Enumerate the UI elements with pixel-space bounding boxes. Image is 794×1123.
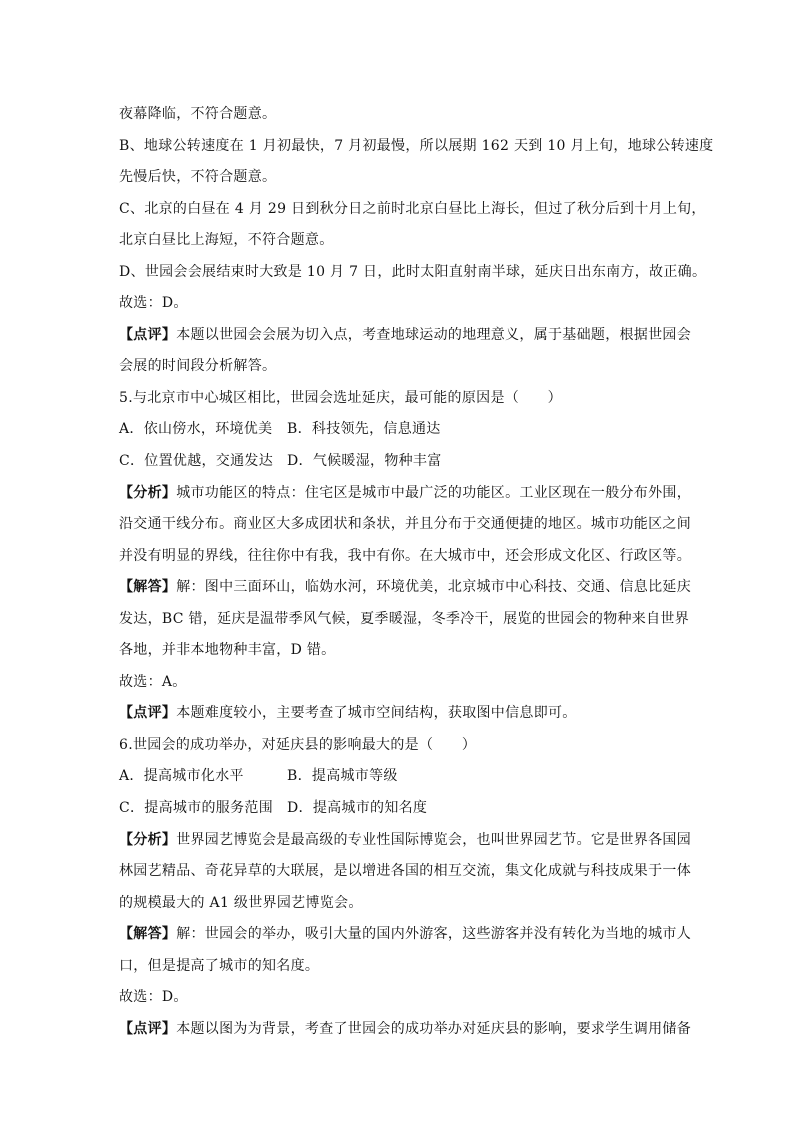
q5-options-row-1 xyxy=(119,414,679,446)
q6-comment xyxy=(119,1014,692,1046)
analysis-tag: 【分析】 xyxy=(119,831,177,848)
comment-text: 本题难度较小，主要考查了城市空间结构，获取图中信息即可。 xyxy=(176,705,577,722)
q5-option-d: D．气候暖湿，物种丰富 xyxy=(287,453,442,470)
q5-option-b: B．科技领先，信息通达 xyxy=(287,421,441,438)
q6-solution-continued: 口，但是提高了城市的知名度。 xyxy=(119,957,320,974)
q6-option-b: B．提高城市等级 xyxy=(287,768,398,785)
q6-solution xyxy=(119,919,692,951)
solution-text: 解：图中三面环山，临妫水河，环境优美，北京城市中心科技、交通、信息比延庆 xyxy=(176,579,692,596)
q4-comment xyxy=(119,320,692,352)
q6-options-row-2 xyxy=(119,793,679,825)
comment-tag: 【点评】 xyxy=(119,1020,177,1037)
q5-analysis xyxy=(119,478,692,510)
q4-text-line: 夜幕降临，不符合题意。 xyxy=(119,106,277,122)
q4-option-d-explanation: D、世园会会展结束时大致是 10 月 7 日，此时太阳直射南半球，延庆日出东南方，故正确。 xyxy=(119,263,707,280)
comment-tag: 【点评】 xyxy=(119,326,177,343)
analysis-text: 城市功能区的特点：住宅区是城市中最广泛的功能区。工业区现在一般分布外围， xyxy=(176,484,692,501)
solution-tag: 【解答】 xyxy=(119,579,177,596)
q5-analysis-continued: 并没有明显的界线，往往你中有我，我中有你。在大城市中，还会形成文化区、行政区等。 xyxy=(119,547,691,564)
q6-option-a: A．提高城市化水平 xyxy=(119,768,244,785)
document-body xyxy=(119,99,714,1045)
q6-option-c: C．提高城市的服务范围 xyxy=(119,800,274,817)
q5-analysis-continued: 沿交通干线分布。商业区大多成团状和条状，并且分布于交通便捷的地区。城市功能区之间 xyxy=(119,516,691,533)
q6-analysis-continued: 林园艺精品、奇花异草的大联展，是以增进各国的相互交流，集文化成就与科技成果于一体 xyxy=(119,863,691,880)
q5-comment xyxy=(119,698,679,730)
analysis-text: 世界园艺博览会是最高级的专业性国际博览会，也叫世界园艺节。它是世界各国园 xyxy=(176,831,692,848)
q5-answer: 故选：A。 xyxy=(119,673,187,690)
q5-option-c: C．位置优越，交通发达 xyxy=(119,453,274,470)
analysis-tag: 【分析】 xyxy=(119,484,177,501)
q6-analysis xyxy=(119,825,692,857)
solution-tag: 【解答】 xyxy=(119,926,177,943)
q5-options-row-2 xyxy=(119,446,679,478)
q6-answer: 故选：D。 xyxy=(119,989,188,1006)
q5-solution-continued: 发达，BC 错，延庆是温带季风气候，夏季暖湿，冬季冷干，展览的世园会的物种来自世界 xyxy=(119,610,690,627)
comment-text: 本题以世园会会展为切入点，考查地球运动的地理意义，属于基础题，根据世园会 xyxy=(176,326,692,343)
q4-text-line: 先慢后快，不符合题意。 xyxy=(119,169,277,186)
q4-option-b-explanation: B、地球公转速度在 1 月初最快，7 月初最慢，所以展期 162 天到 10 月上旬，地球公转速度 xyxy=(119,137,714,154)
q5-solution xyxy=(119,572,692,604)
q4-answer: 故选：D。 xyxy=(119,295,188,312)
q4-comment-continued: 会展的时间段分析解答。 xyxy=(119,358,277,375)
q5-stem: 5.与北京市中心城区相比，世园会选址延庆，最可能的原因是（ ） xyxy=(119,389,562,406)
q6-analysis-continued: 的规模最大的 A1 级世界园艺博览会。 xyxy=(119,894,363,911)
q4-option-c-explanation: C、北京的白昼在 4 月 29 日到秋分日之前时北京白昼比上海长，但过了秋分后到十月上旬， xyxy=(119,200,706,217)
q6-options-row-1 xyxy=(119,761,679,793)
comment-text: 本题以图为为背景，考查了世园会的成功举办对延庆县的影响，要求学生调用储备 xyxy=(176,1020,692,1037)
q6-option-d: D．提高城市的知名度 xyxy=(287,800,428,817)
q6-stem: 6.世园会的成功举办，对延庆县的影响最大的是（ ） xyxy=(119,736,477,753)
solution-text: 解：世园会的举办，吸引大量的国内外游客，这些游客并没有转化为当地的城市人 xyxy=(176,926,692,943)
q4-text-line: 北京白昼比上海短，不符合题意。 xyxy=(119,232,334,249)
q5-option-a: A．依山傍水，环境优美 xyxy=(119,421,273,438)
q5-solution-continued: 各地，并非本地物种丰富，D 错。 xyxy=(119,642,336,659)
comment-tag: 【点评】 xyxy=(119,705,177,722)
